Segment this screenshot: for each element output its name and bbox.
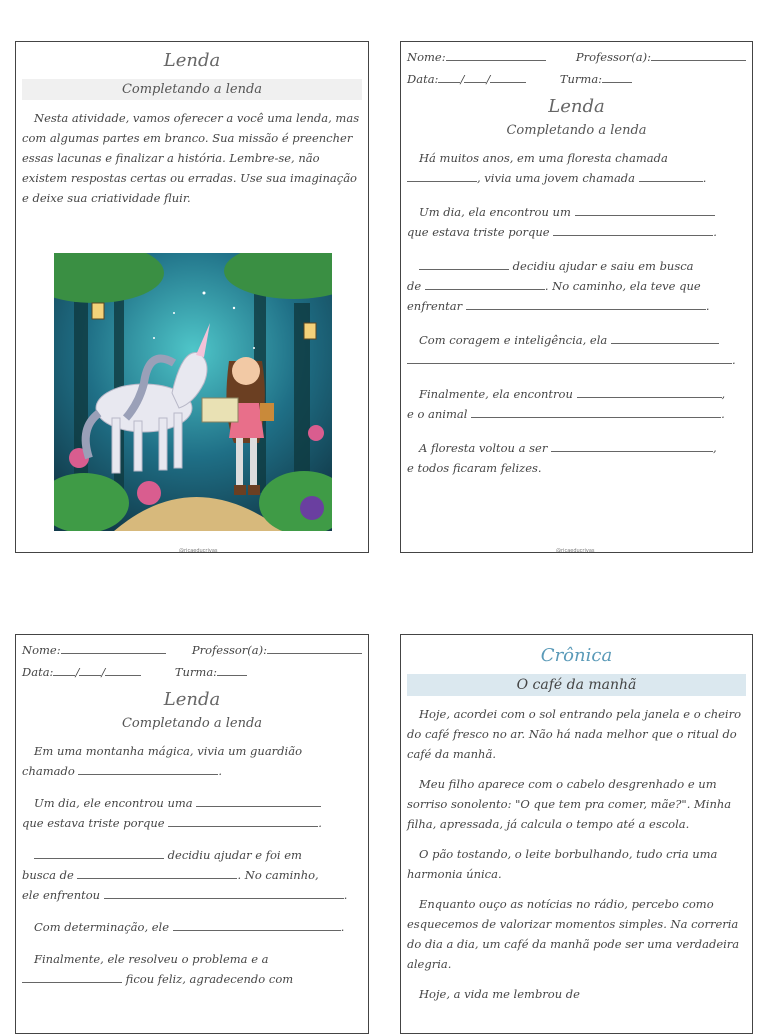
section-subtitle: Completando a lenda bbox=[506, 123, 647, 138]
story-paragraph-3: decidiu ajudar e saiu em busca de . No caminho, ela teve que enfrentar . bbox=[407, 259, 710, 313]
page-title: Crônica bbox=[540, 645, 613, 666]
blank-search[interactable] bbox=[77, 866, 237, 879]
blank-guardian-name[interactable] bbox=[78, 762, 218, 775]
story-paragraph-5: Finalmente, ele resolveu o problema e a ficou feliz, agradecendo com bbox=[22, 949, 362, 989]
blank-reason[interactable] bbox=[553, 223, 713, 236]
blank-forest-state[interactable] bbox=[551, 439, 713, 452]
teacher-field[interactable]: Professor(a): bbox=[192, 641, 362, 657]
story-paragraph-2: Um dia, ela encontrou um que estava triste porque . bbox=[407, 205, 717, 239]
date-field[interactable]: Data: / / bbox=[407, 72, 526, 86]
blank-forest-name[interactable] bbox=[407, 169, 477, 182]
date-field[interactable]: Data: / / bbox=[22, 665, 141, 679]
blank-challenge[interactable] bbox=[466, 297, 706, 310]
cronica-paragraph-1: Hoje, acordei com o sol entrando pela janela e o cheiro do café fresco no ar. Não há nada melhor que o ritual do café da manhã. bbox=[407, 707, 742, 761]
page-title: Lenda bbox=[548, 96, 605, 117]
blank-girl-name[interactable] bbox=[639, 169, 703, 182]
class-field[interactable]: Turma: bbox=[560, 72, 632, 86]
class-field[interactable]: Turma: bbox=[175, 665, 247, 679]
cronica-paragraph-5: Hoje, a vida me lembrou de bbox=[419, 987, 580, 1001]
blank-action[interactable] bbox=[173, 918, 341, 931]
page-title: Lenda bbox=[163, 50, 221, 71]
worksheet-page-cronica bbox=[400, 634, 753, 1034]
page-title: Lenda bbox=[163, 689, 221, 710]
watermark: @ricaeducrivas bbox=[556, 548, 595, 553]
section-subtitle: Completando a lenda bbox=[22, 79, 362, 100]
cronica-paragraph-3: O pão tostando, o leite borbulhando, tudo cria uma harmonia única. bbox=[407, 847, 718, 881]
story-paragraph-3: decidiu ajudar e foi em busca de . No caminho, ele enfrentou . bbox=[22, 848, 348, 902]
story-paragraph-4: Com determinação, ele . bbox=[34, 920, 345, 934]
blank-animal-outcome[interactable] bbox=[471, 405, 721, 418]
cronica-paragraph-2: Meu filho aparece com o cabelo desgrenhado e um sorriso sonolento: "O que tem pra comer, mãe?". Minha filha, apressada, já calcula o tempo até a escola. bbox=[407, 777, 732, 831]
blank-creature[interactable] bbox=[575, 203, 715, 216]
blank-helper[interactable] bbox=[419, 257, 509, 270]
teacher-field[interactable]: Professor(a): bbox=[576, 48, 746, 64]
story-paragraph-6: A floresta voltou a ser , e todos ficaram felizes. bbox=[407, 441, 717, 475]
section-subtitle: O café da manhã bbox=[407, 674, 746, 696]
story-paragraph-5: Finalmente, ela encontrou , e o animal . bbox=[407, 387, 726, 421]
story-paragraph-1: Há muitos anos, em uma floresta chamada , vivia uma jovem chamada . bbox=[407, 148, 746, 188]
watermark: @ricaeducrivas bbox=[179, 548, 218, 553]
blank-action-cont[interactable] bbox=[407, 351, 732, 364]
intro-paragraph: Nesta atividade, vamos oferecer a você uma lenda, mas com algumas partes em branco. Sua missão é preencher essas lacunas e finalizar a história. Lembre-se, não existem respostas certas ou erradas. Use sua imaginação e deixe sua criatividade fluir. bbox=[22, 111, 360, 205]
worksheet-page-legend-mountain bbox=[15, 634, 369, 1034]
story-paragraph-1: Em uma montanha mágica, vivia um guardião chamado . bbox=[22, 744, 302, 778]
unicorn-girl-illustration bbox=[54, 253, 332, 531]
section-subtitle: Completando a lenda bbox=[121, 716, 263, 731]
blank-action[interactable] bbox=[611, 331, 719, 344]
name-field[interactable]: Nome: bbox=[22, 641, 166, 657]
cronica-paragraph-4: Enquanto ouço as notícias no rádio, percebo como esquecemos de valorizar momentos simples. Na correria do dia a dia, um café da manhã pode ser uma verdadeira alegria. bbox=[407, 897, 740, 971]
name-field[interactable]: Nome: bbox=[407, 48, 546, 64]
story-paragraph-2: Um dia, ele encontrou uma que estava triste porque . bbox=[22, 796, 322, 830]
blank-creature[interactable] bbox=[196, 794, 321, 807]
blank-reason[interactable] bbox=[168, 814, 318, 827]
story-paragraph-4: Com coragem e inteligência, ela . bbox=[407, 330, 746, 370]
blank-found[interactable] bbox=[577, 385, 722, 398]
blank-creature-2[interactable] bbox=[22, 970, 122, 983]
blank-search[interactable] bbox=[425, 277, 545, 290]
worksheet-page-intro bbox=[15, 41, 369, 553]
blank-helper[interactable] bbox=[34, 846, 164, 859]
worksheet-page-legend-forest bbox=[400, 41, 753, 553]
blank-challenge[interactable] bbox=[104, 886, 344, 899]
